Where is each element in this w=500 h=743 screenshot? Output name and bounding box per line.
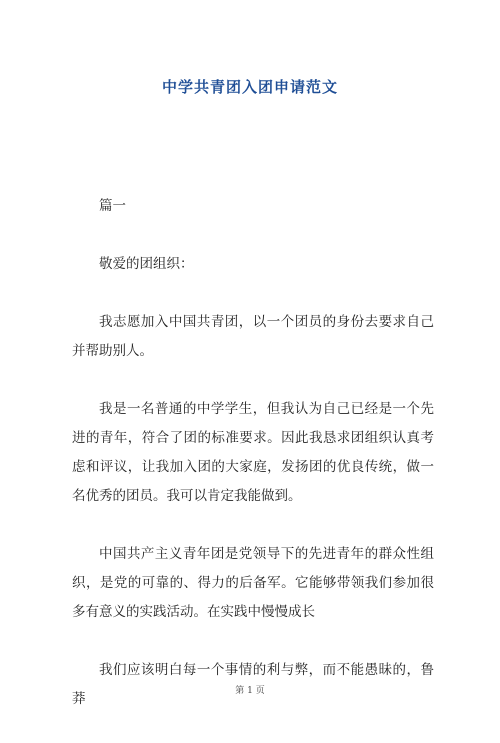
salutation: 敬爱的团组织： [99,256,194,272]
page-number: 第 1 页 [235,686,265,696]
document-title: 中学共青团入团申请范文 [161,78,338,96]
paragraph: 我志愿加入中国共青团，以一个团员的身份去要求自己并帮助别人。 [72,314,434,359]
paragraph: 我们应该明白每一个事情的利与弊，而不能愚昧的，鲁莽 [72,662,434,707]
paragraph: 我是一名普通的中学学生，但我认为自己已经是一个先进的青年，符合了团的标准要求。因此我恳求团组织认真考虑和评议，让我加入团的大家庭，发扬团的优良传统，做一名优秀的团员。我可以肯定我能做到。 [72,401,434,504]
document-body [72,192,434,743]
paragraph: 中国共产主义青年团是党领导下的先进青年的群众性组织，是党的可靠的、得力的后备军。它能够带领我们参加很多有意义的实践活动。在实践中慢慢成长 [72,546,434,620]
section-heading: 篇一 [99,198,126,214]
